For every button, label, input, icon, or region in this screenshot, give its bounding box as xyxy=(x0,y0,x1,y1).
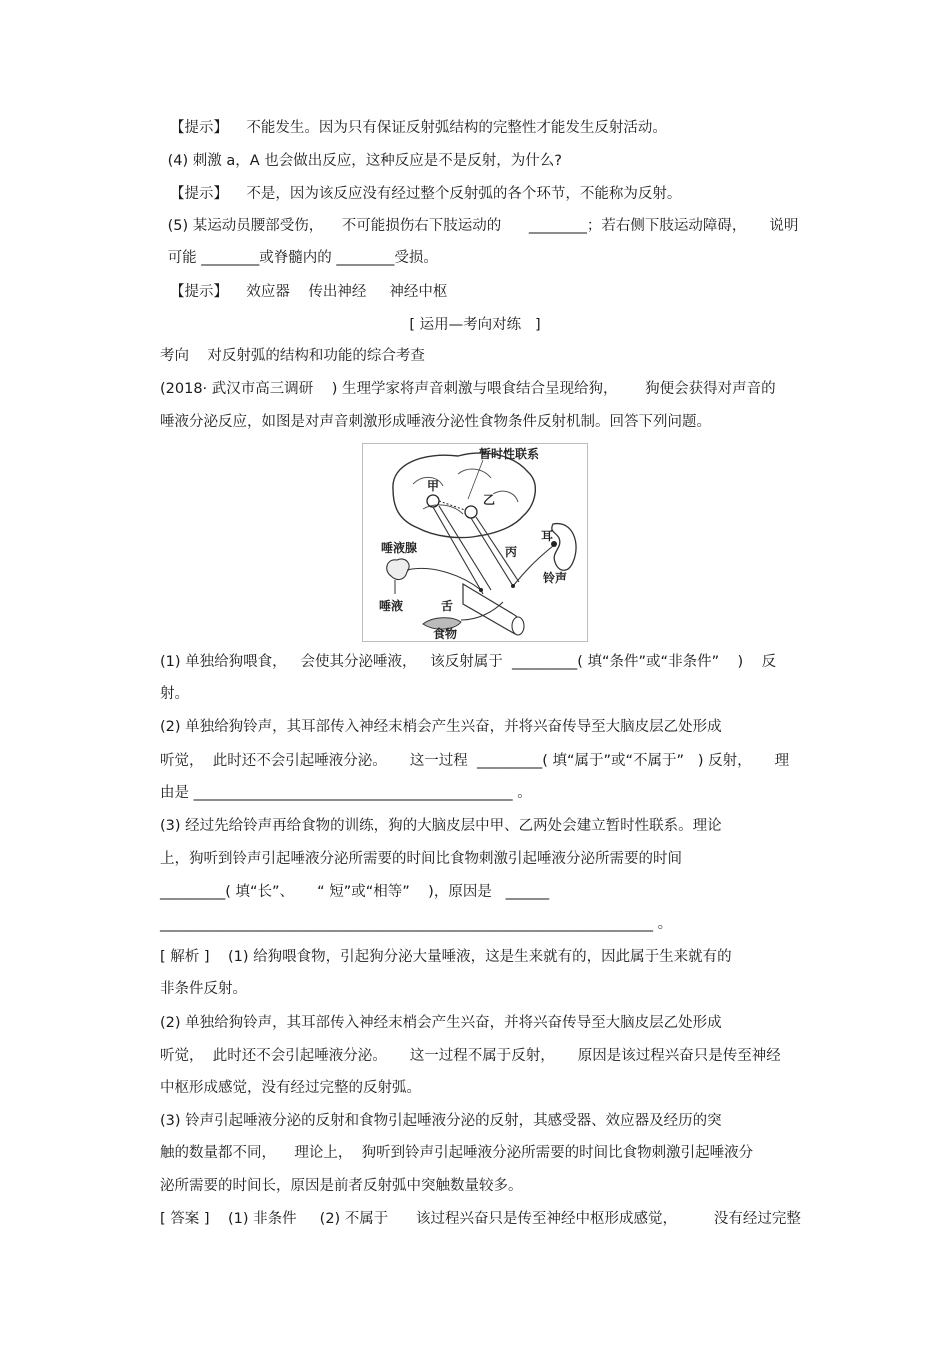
answer-line: [ 答案 ] (1) 非条件 (2) 不属于 该过程兴奋只是传至神经中枢形成感觉， 没有经过完整 xyxy=(160,1211,801,1227)
dog-brain-diagram xyxy=(363,444,587,641)
question-5-cont: 可能 ________或脊髓内的 ________受损。 xyxy=(163,250,438,266)
label-temporary-link: 暂时性联系 xyxy=(479,447,540,461)
temporary-link-pointer xyxy=(468,460,483,499)
label-jia: 甲 xyxy=(427,479,440,493)
analysis-1: [ 解析 ] (1) 给狗喂食物，引起狗分泌大量唾液，这是生来就有的，因此属于生来就有的 xyxy=(160,949,732,965)
salivary-gland xyxy=(387,559,409,580)
reflex-diagram xyxy=(362,443,588,642)
q2-line-cont: 听觉， 此时还不会引起唾液分泌。 这一过程 _________( 填“属于”或“不属于” ) 反射， 理 xyxy=(160,753,790,769)
q1-line: (1) 单独给狗喂食， 会使其分泌唾液， 该反射属于 _________( 填“条件”或“非条件” ) 反 xyxy=(160,654,777,670)
label-tongue: 舌 xyxy=(441,599,454,613)
synapse-dot-2 xyxy=(511,584,515,588)
brain-fold-2 xyxy=(458,469,491,478)
analysis-3: (3) 铃声引起唾液分泌的反射和食物引起唾液分泌的反射，其感受器、效应器及经历的突 xyxy=(160,1113,722,1129)
hint-2: 【提示】 不是，因为该反应没有经过整个反射弧的各个环节，不能称为反射。 xyxy=(170,186,682,202)
q3-line-cont3: ____________________________________________________________________ 。 xyxy=(160,916,673,932)
analysis-1-cont: 非条件反射。 xyxy=(160,981,247,997)
q2-line: (2) 单独给狗铃声，其耳部传入神经末梢会产生兴奋，并将兴奋传导至大脑皮层乙处形成 xyxy=(160,719,722,735)
label-ear: 耳 xyxy=(541,529,554,543)
hint-3: 【提示】 效应器 传出神经 神经中枢 xyxy=(170,284,448,300)
q1-line-cont: 射。 xyxy=(160,686,189,702)
label-bell: 铃声 xyxy=(543,571,568,585)
q2-line-cont2: 由是 ____________________________________________ 。 xyxy=(160,785,532,801)
question-5: (5) 某运动员腰部受伤， 不可能损伤右下肢运动的 ________；若右侧下肢运动障碍， 说明 xyxy=(163,218,799,234)
analysis-3-cont: 触的数量都不同， 理论上， 狗听到铃声引起唾液分泌所需要的时间比食物刺激引起唾液分 xyxy=(160,1145,754,1161)
q3-line: (3) 经过先给铃声再给食物的训练，狗的大脑皮层中甲、乙两处会建立暂时性联系。理论 xyxy=(160,818,722,834)
hint-1: 【提示】 不能发生。因为只有保证反射弧结构的完整性才能发生反射活动。 xyxy=(170,120,667,136)
problem-intro-cont: 唾液分泌反应，如图是对声音刺激形成唾液分泌性食物条件反射机制。回答下列问题。 xyxy=(160,414,711,430)
analysis-3-cont2: 泌所需要的时间长，原因是前者反射弧中突触数量较多。 xyxy=(160,1178,523,1194)
spinal-cord-end xyxy=(512,617,524,635)
tract-1 xyxy=(433,507,483,594)
analysis-2-cont2: 中枢形成感觉，没有经过完整的反射弧。 xyxy=(160,1080,421,1096)
question-4: (4) 刺激 a，A 也会做出反应，这种反应是不是反射，为什么? xyxy=(163,153,562,169)
ear-shape xyxy=(552,524,576,571)
q3-line-cont: 上，狗听到铃声引起唾液分泌所需要的时间比食物刺激引起唾液分泌所需要的时间 xyxy=(160,851,682,867)
problem-intro: (2018· 武汉市高三调研 ) 生理学家将声音刺激与喂食结合呈现给狗， 狗便会获得对声音的 xyxy=(160,381,776,397)
analysis-2: (2) 单独给狗铃声，其耳部传入神经末梢会产生兴奋，并将兴奋传导至大脑皮层乙处形成 xyxy=(160,1015,722,1031)
topic-line: 考向 对反射弧的结构和功能的综合考查 xyxy=(160,348,425,364)
label-salivary-gland: 唾液腺 xyxy=(381,541,418,555)
q3-line-cont2: _________( 填“长”、 “ 短”或“相等” )，原因是 ______ xyxy=(160,884,550,900)
center-yi xyxy=(465,506,477,518)
analysis-2-cont: 听觉， 此时还不会引起唾液分泌。 这一过程不属于反射， 原因是该过程兴奋只是传至神经 xyxy=(160,1048,781,1064)
label-yi: 乙 xyxy=(483,493,496,507)
label-saliva: 唾液 xyxy=(379,599,404,613)
label-food: 食物 xyxy=(433,627,458,641)
label-bing: 丙 xyxy=(505,545,518,559)
synapse-dot-1 xyxy=(479,588,483,592)
brain-fold-3 xyxy=(493,491,518,502)
tract-2 xyxy=(439,506,491,590)
section-heading: [ 运用—考向对练 ] xyxy=(409,317,541,333)
